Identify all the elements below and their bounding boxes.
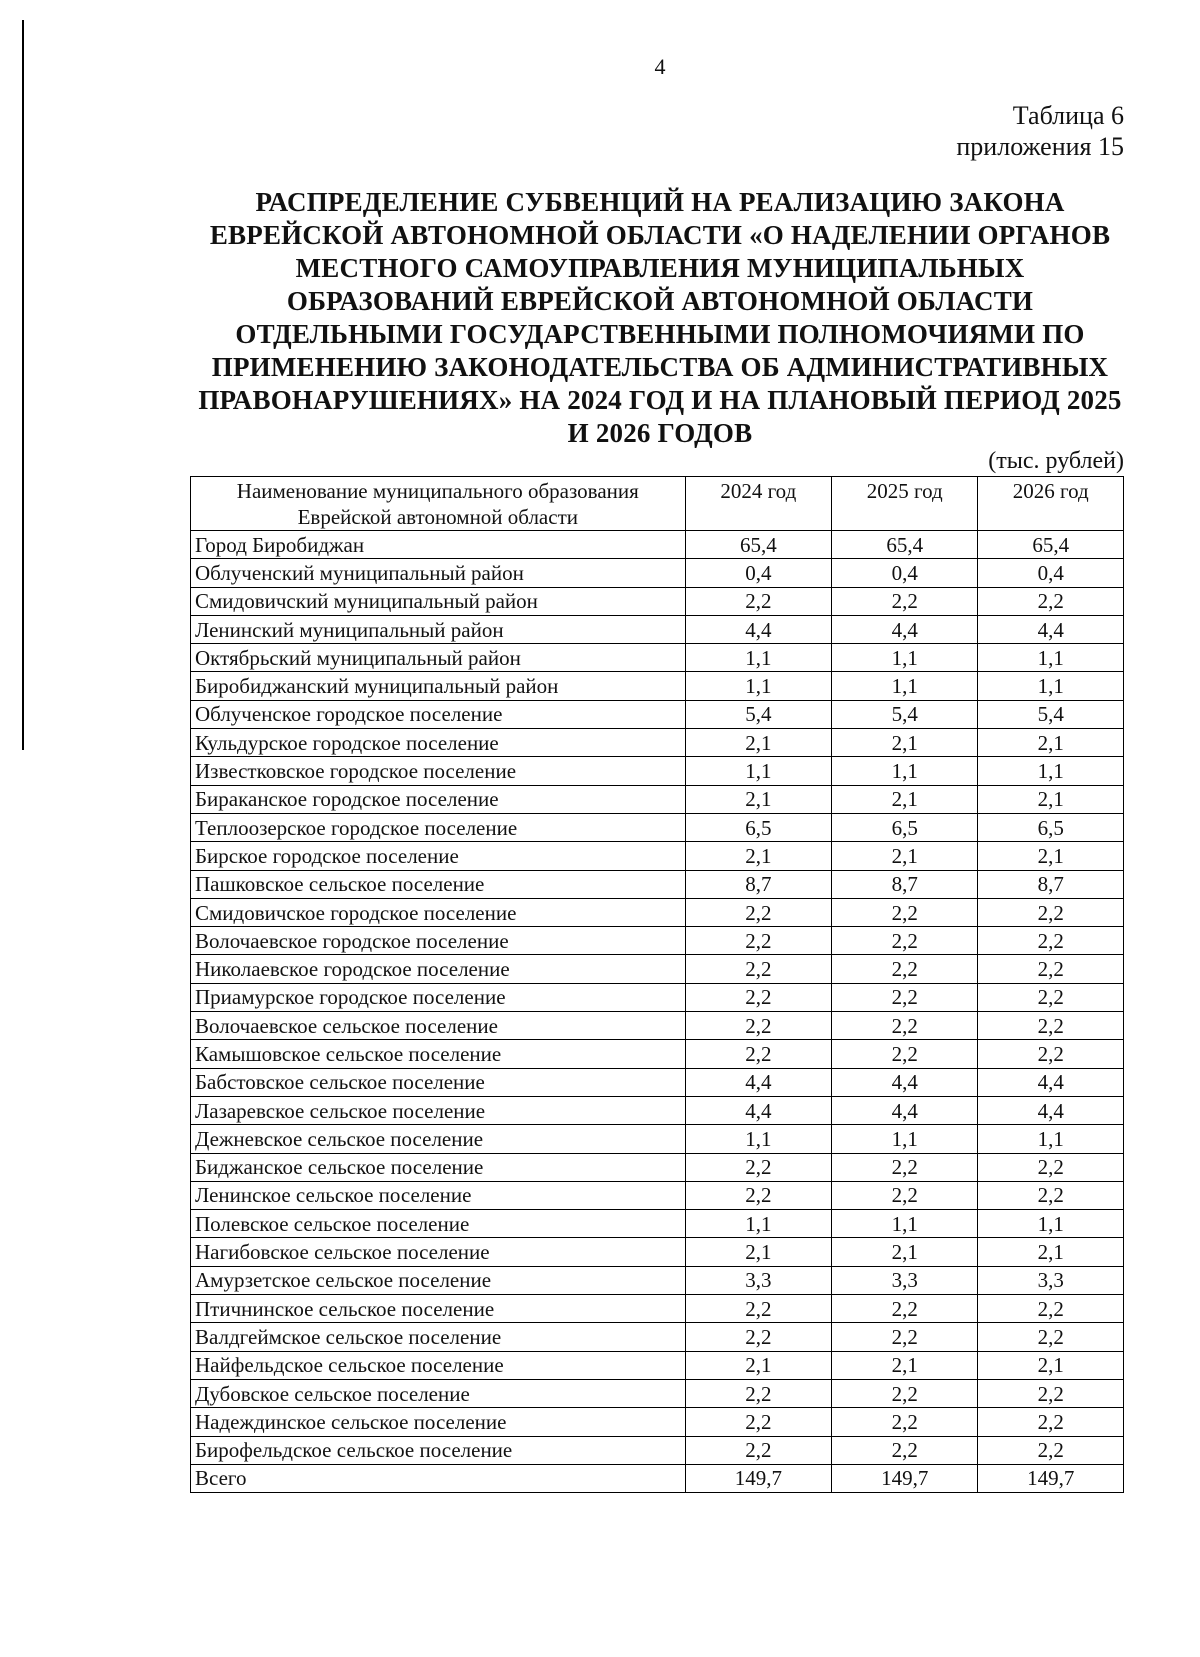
table-row [191,1238,1124,1266]
value-2024: 6,5 [685,813,831,841]
municipality-name: Город Биробиджан [191,531,686,559]
value-2025: 4,4 [832,1096,978,1124]
value-2024: 4,4 [685,1096,831,1124]
value-2026: 2,2 [978,927,1124,955]
value-2024: 2,2 [685,1323,831,1351]
scan-edge-line [22,20,24,750]
table-row [191,700,1124,728]
value-2025: 2,2 [832,1436,978,1464]
municipality-name: Птичнинское сельское поселение [191,1295,686,1323]
header-2024: 2024 год [685,477,831,531]
value-2025: 5,4 [832,700,978,728]
value-2024: 2,1 [685,729,831,757]
value-2026: 65,4 [978,531,1124,559]
table-row [191,1096,1124,1124]
value-2024: 1,1 [685,644,831,672]
value-2024: 2,2 [685,955,831,983]
table-row [191,1379,1124,1407]
value-2024: 2,2 [685,1295,831,1323]
value-2025: 2,2 [832,587,978,615]
total-2024: 149,7 [685,1464,831,1492]
municipality-name: Биробиджанский муниципальный район [191,672,686,700]
value-2025: 2,1 [832,1238,978,1266]
municipality-name: Дубовское сельское поселение [191,1379,686,1407]
value-2026: 2,2 [978,587,1124,615]
value-2026: 6,5 [978,813,1124,841]
value-2025: 1,1 [832,1210,978,1238]
table-row [191,1408,1124,1436]
table-row [191,615,1124,643]
table-row [191,531,1124,559]
caption-line-1: Таблица 6 [1012,101,1124,130]
value-2024: 2,1 [685,842,831,870]
value-2024: 2,2 [685,927,831,955]
total-label: Всего [191,1464,686,1492]
value-2024: 2,2 [685,1153,831,1181]
value-2025: 1,1 [832,757,978,785]
value-2025: 2,1 [832,729,978,757]
value-2026: 1,1 [978,757,1124,785]
value-2026: 2,1 [978,729,1124,757]
municipality-name: Полевское сельское поселение [191,1210,686,1238]
value-2026: 2,2 [978,983,1124,1011]
value-2026: 4,4 [978,1068,1124,1096]
value-2024: 1,1 [685,757,831,785]
value-2025: 2,1 [832,785,978,813]
table-row [191,1266,1124,1294]
table-row [191,898,1124,926]
value-2026: 8,7 [978,870,1124,898]
value-2026: 5,4 [978,700,1124,728]
table-row [191,955,1124,983]
table-row [191,1181,1124,1209]
municipality-name: Бабстовское сельское поселение [191,1068,686,1096]
header-municipality [191,477,686,531]
municipality-name: Камышовское сельское поселение [191,1040,686,1068]
municipality-name: Кульдурское городское поселение [191,729,686,757]
value-2025: 2,2 [832,1153,978,1181]
value-2025: 2,2 [832,1012,978,1040]
table-row [191,842,1124,870]
municipality-name: Известковское городское поселение [191,757,686,785]
value-2026: 2,2 [978,1040,1124,1068]
value-2024: 2,2 [685,1040,831,1068]
table-row [191,1125,1124,1153]
units-label: (тыс. рублей) [988,448,1124,474]
table-row [191,1210,1124,1238]
value-2025: 2,2 [832,1408,978,1436]
municipality-name: Волочаевское сельское поселение [191,1012,686,1040]
table-row [191,927,1124,955]
table-row [191,1040,1124,1068]
value-2026: 1,1 [978,1210,1124,1238]
table-caption [956,100,1124,162]
total-row [191,1464,1124,1492]
value-2024: 2,2 [685,1181,831,1209]
value-2025: 1,1 [832,672,978,700]
value-2024: 4,4 [685,1068,831,1096]
value-2024: 2,2 [685,898,831,926]
value-2025: 2,2 [832,1323,978,1351]
value-2024: 2,2 [685,1012,831,1040]
value-2025: 3,3 [832,1266,978,1294]
value-2025: 8,7 [832,870,978,898]
value-2025: 1,1 [832,644,978,672]
value-2026: 2,2 [978,1379,1124,1407]
value-2024: 1,1 [685,1125,831,1153]
value-2025: 4,4 [832,615,978,643]
table-row [191,1295,1124,1323]
value-2024: 2,2 [685,983,831,1011]
municipality-name: Облученское городское поселение [191,700,686,728]
page-number: 4 [654,54,666,79]
value-2026: 2,1 [978,1351,1124,1379]
document-title: РАСПРЕДЕЛЕНИЕ СУБВЕНЦИЙ НА РЕАЛИЗАЦИЮ ЗАКОНА ЕВРЕЙСКОЙ АВТОНОМНОЙ ОБЛАСТИ «О НАДЕЛЕНИИ ОРГАНОВ МЕСТНОГО САМОУПРАВЛЕНИЯ МУНИЦИПАЛЬНЫХ ОБРАЗОВАНИЙ ЕВРЕЙСКОЙ АВТОНОМНОЙ ОБЛАСТИ ОТДЕЛЬНЫМИ ГОСУДАРСТВЕННЫМИ ПОЛНОМОЧИЯМИ ПО ПРИМЕНЕНИЮ ЗАКОНОДАТЕЛЬСТВА ОБ АДМИНИСТРАТИВНЫХ ПРАВОНАРУШЕНИЯХ» НА 2024 ГОД И НА ПЛАНОВЫЙ ПЕРИОД 2025 И 2026 ГОДОВ [198,187,1122,448]
value-2026: 1,1 [978,1125,1124,1153]
value-2024: 2,2 [685,587,831,615]
table-row [191,785,1124,813]
caption-line-2: приложения 15 [956,132,1124,161]
total-2026: 149,7 [978,1464,1124,1492]
municipality-name: Бирофельдское сельское поселение [191,1436,686,1464]
table-row [191,644,1124,672]
municipality-name: Теплоозерское городское поселение [191,813,686,841]
table-row [191,1323,1124,1351]
value-2024: 1,1 [685,672,831,700]
municipality-name: Волочаевское городское поселение [191,927,686,955]
value-2025: 2,2 [832,1379,978,1407]
municipality-name: Ленинский муниципальный район [191,615,686,643]
table-row [191,1351,1124,1379]
value-2026: 2,1 [978,785,1124,813]
value-2026: 2,2 [978,1323,1124,1351]
value-2025: 2,2 [832,1295,978,1323]
municipality-name: Валдгеймское сельское поселение [191,1323,686,1351]
subsidy-distribution-table [190,476,1124,1493]
table-row [191,757,1124,785]
value-2026: 1,1 [978,672,1124,700]
value-2024: 2,2 [685,1436,831,1464]
municipality-name: Нагибовское сельское поселение [191,1238,686,1266]
municipality-name: Дежневское сельское поселение [191,1125,686,1153]
table-row [191,813,1124,841]
value-2026: 0,4 [978,559,1124,587]
table-row [191,983,1124,1011]
table-header-row [191,477,1124,531]
value-2025: 2,2 [832,1181,978,1209]
value-2025: 6,5 [832,813,978,841]
table-row [191,672,1124,700]
header-municipality-line-1: Наименование муниципального образования [236,479,639,503]
value-2025: 65,4 [832,531,978,559]
value-2025: 2,1 [832,842,978,870]
value-2024: 2,1 [685,1238,831,1266]
value-2025: 2,2 [832,983,978,1011]
value-2024: 2,2 [685,1408,831,1436]
table-row [191,870,1124,898]
value-2025: 4,4 [832,1068,978,1096]
total-2025: 149,7 [832,1464,978,1492]
municipality-name: Бирское городское поселение [191,842,686,870]
municipality-name: Лазаревское сельское поселение [191,1096,686,1124]
value-2026: 2,2 [978,898,1124,926]
value-2026: 2,2 [978,1436,1124,1464]
table-row [191,1153,1124,1181]
value-2026: 2,1 [978,842,1124,870]
value-2024: 5,4 [685,700,831,728]
value-2024: 1,1 [685,1210,831,1238]
municipality-name: Смидовичский муниципальный район [191,587,686,615]
value-2025: 2,2 [832,927,978,955]
value-2025: 2,2 [832,955,978,983]
value-2026: 2,2 [978,1408,1124,1436]
value-2024: 8,7 [685,870,831,898]
header-2025: 2025 год [832,477,978,531]
table-row [191,1012,1124,1040]
municipality-name: Надеждинское сельское поселение [191,1408,686,1436]
table-row [191,729,1124,757]
value-2026: 4,4 [978,1096,1124,1124]
value-2024: 2,1 [685,1351,831,1379]
value-2024: 3,3 [685,1266,831,1294]
value-2026: 2,2 [978,955,1124,983]
value-2025: 0,4 [832,559,978,587]
municipality-name: Бираканское городское поселение [191,785,686,813]
value-2026: 2,2 [978,1295,1124,1323]
value-2024: 0,4 [685,559,831,587]
municipality-name: Найфельдское сельское поселение [191,1351,686,1379]
value-2025: 1,1 [832,1125,978,1153]
value-2025: 2,1 [832,1351,978,1379]
table-row [191,587,1124,615]
table-row [191,1436,1124,1464]
value-2026: 4,4 [978,615,1124,643]
value-2024: 4,4 [685,615,831,643]
value-2026: 2,2 [978,1153,1124,1181]
municipality-name: Амурзетское сельское поселение [191,1266,686,1294]
value-2026: 1,1 [978,644,1124,672]
value-2024: 65,4 [685,531,831,559]
value-2026: 2,2 [978,1181,1124,1209]
municipality-name: Октябрьский муниципальный район [191,644,686,672]
table-row [191,1068,1124,1096]
value-2024: 2,1 [685,785,831,813]
value-2026: 2,2 [978,1012,1124,1040]
municipality-name: Ленинское сельское поселение [191,1181,686,1209]
municipality-name: Смидовичское городское поселение [191,898,686,926]
value-2025: 2,2 [832,898,978,926]
value-2026: 2,1 [978,1238,1124,1266]
municipality-name: Приамурское городское поселение [191,983,686,1011]
municipality-name: Биджанское сельское поселение [191,1153,686,1181]
header-2026: 2026 год [978,477,1124,531]
value-2026: 3,3 [978,1266,1124,1294]
table-body [191,531,1124,1465]
header-municipality-line-2: Еврейской автономной области [297,505,578,529]
municipality-name: Николаевское городское поселение [191,955,686,983]
table-row [191,559,1124,587]
municipality-name: Облученский муниципальный район [191,559,686,587]
value-2025: 2,2 [832,1040,978,1068]
municipality-name: Пашковское сельское поселение [191,870,686,898]
value-2024: 2,2 [685,1379,831,1407]
